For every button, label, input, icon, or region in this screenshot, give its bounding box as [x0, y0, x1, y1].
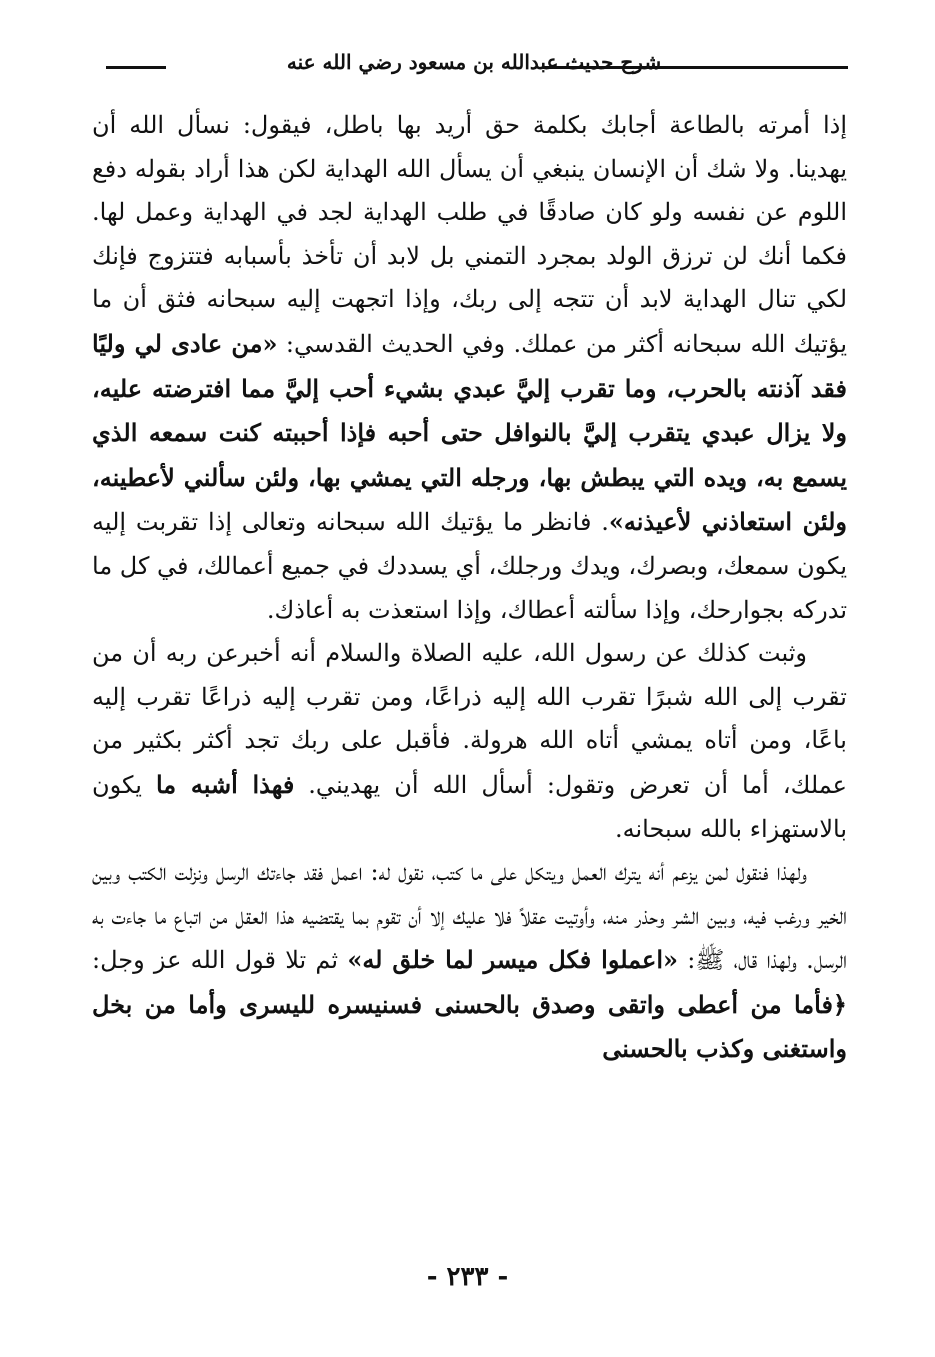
hadith-quote: «اعملوا فكل ميسر لما خلق له» [347, 945, 679, 975]
paragraph-1 [92, 104, 847, 632]
quran-quote: ﴿فأما من أعطى واتقى وصدق بالحسنى فسنيسره لليسرى وأما من بخل واستغنى وكذب بالحسنى [92, 989, 847, 1064]
page-number: - ٢٣٣ - [426, 1262, 509, 1292]
running-header [100, 46, 848, 86]
header-title: شرح حديث عبدالله بن مسعود رضي الله عنه [286, 50, 662, 74]
paragraph-3 [92, 851, 847, 1072]
emphasis-text: فهذا أشبه ما [155, 769, 295, 799]
paragraph-text: إذا أمرته بالطاعة أجابك بكلمة حق أريد بها باطل، فيقول: نسأل الله أن يهدينا. ولا شك أن الإنسان ينبغي أن يسأل الله الهداية لكن هذا أراد بقوله دفع اللوم عن نفسه ولو كان صادقًا في طلب الهداية لجد في الهداية وعمل لها. فكما أنك لن ترزق الولد بمجرد التمني بل لابد أن تأخذ بأسبابه فتتزوج فإنك لكي تنال الهداية لابد أن تتجه إلى ربك، وإذا اتجهت إليه سبحانه فثق أن ما يؤتيك الله سبحانه أكثر من عملك. وفي الحديث القدسي: [92, 111, 848, 358]
hadith-quote: «من عادى لي وليًا فقد آذنته بالحرب، وما تقرب إليَّ عبدي بشيء أحب إليَّ مما افترضته عليه، ولا يزال عبدي يتقرب إليَّ بالنوافل حتى أحبه فإذا أحببته كنت سمعه الذي يسمع به، ويده التي يبطش بها، ورجله التي يمشي بها، ولئن سألني لأعطينه، ولئن استعاذني لأعيذنه» [92, 328, 847, 537]
paragraph-text: ثم تلا قول الله عز وجل: [92, 946, 348, 975]
body-text [92, 104, 847, 1072]
paragraph-text: وثبت كذلك عن رسول الله، عليه الصلاة والسلام أنه أخبرعن ربه أن من تقرب إلى الله شبرًا تقرب الله إليه ذراعًا، ومن تقرب إليه ذراعًا تقرب إليه باعًا، ومن أتاه يمشي أتاه الله هرولة. فأقبل على ربك تجد أكثر بكثير من عملك، أما أن تعرض وتقول: أسأل الله أن يهديني. [92, 639, 847, 799]
paragraph-text: يكون بالاستهزاء بالله سبحانه. [92, 770, 847, 843]
paragraph-text: . فانظر ما يؤتيك الله سبحانه وتعالى إذا تقربت إليه يكون سمعك، وبصرك، ويدك ورجلك، أي يسددك في جميع أعمالك، في كل ما تدركه بجوارحك، وإذا سألته أعطاك، وإذا استعذت به أعاذك. [92, 508, 847, 624]
paragraph-2 [92, 632, 847, 851]
paragraph-text: ولهذا فنقول لمن يزعم أنه يترك العمل ويتكل على ما كتب، نقول له: اعمل فقد جاءتك الرسل ونزلت الكتب وبين الخير ورغب فيه، وبين الشر وحذر منه، وأوتيت عقلاً فلا عليك إلا أن تقوم بما يقتضيه هذا العقل من اتباع ما جاءت به الرسل. ولهذا قال، ﷺ: [92, 858, 848, 975]
header-rule-left [106, 66, 166, 69]
